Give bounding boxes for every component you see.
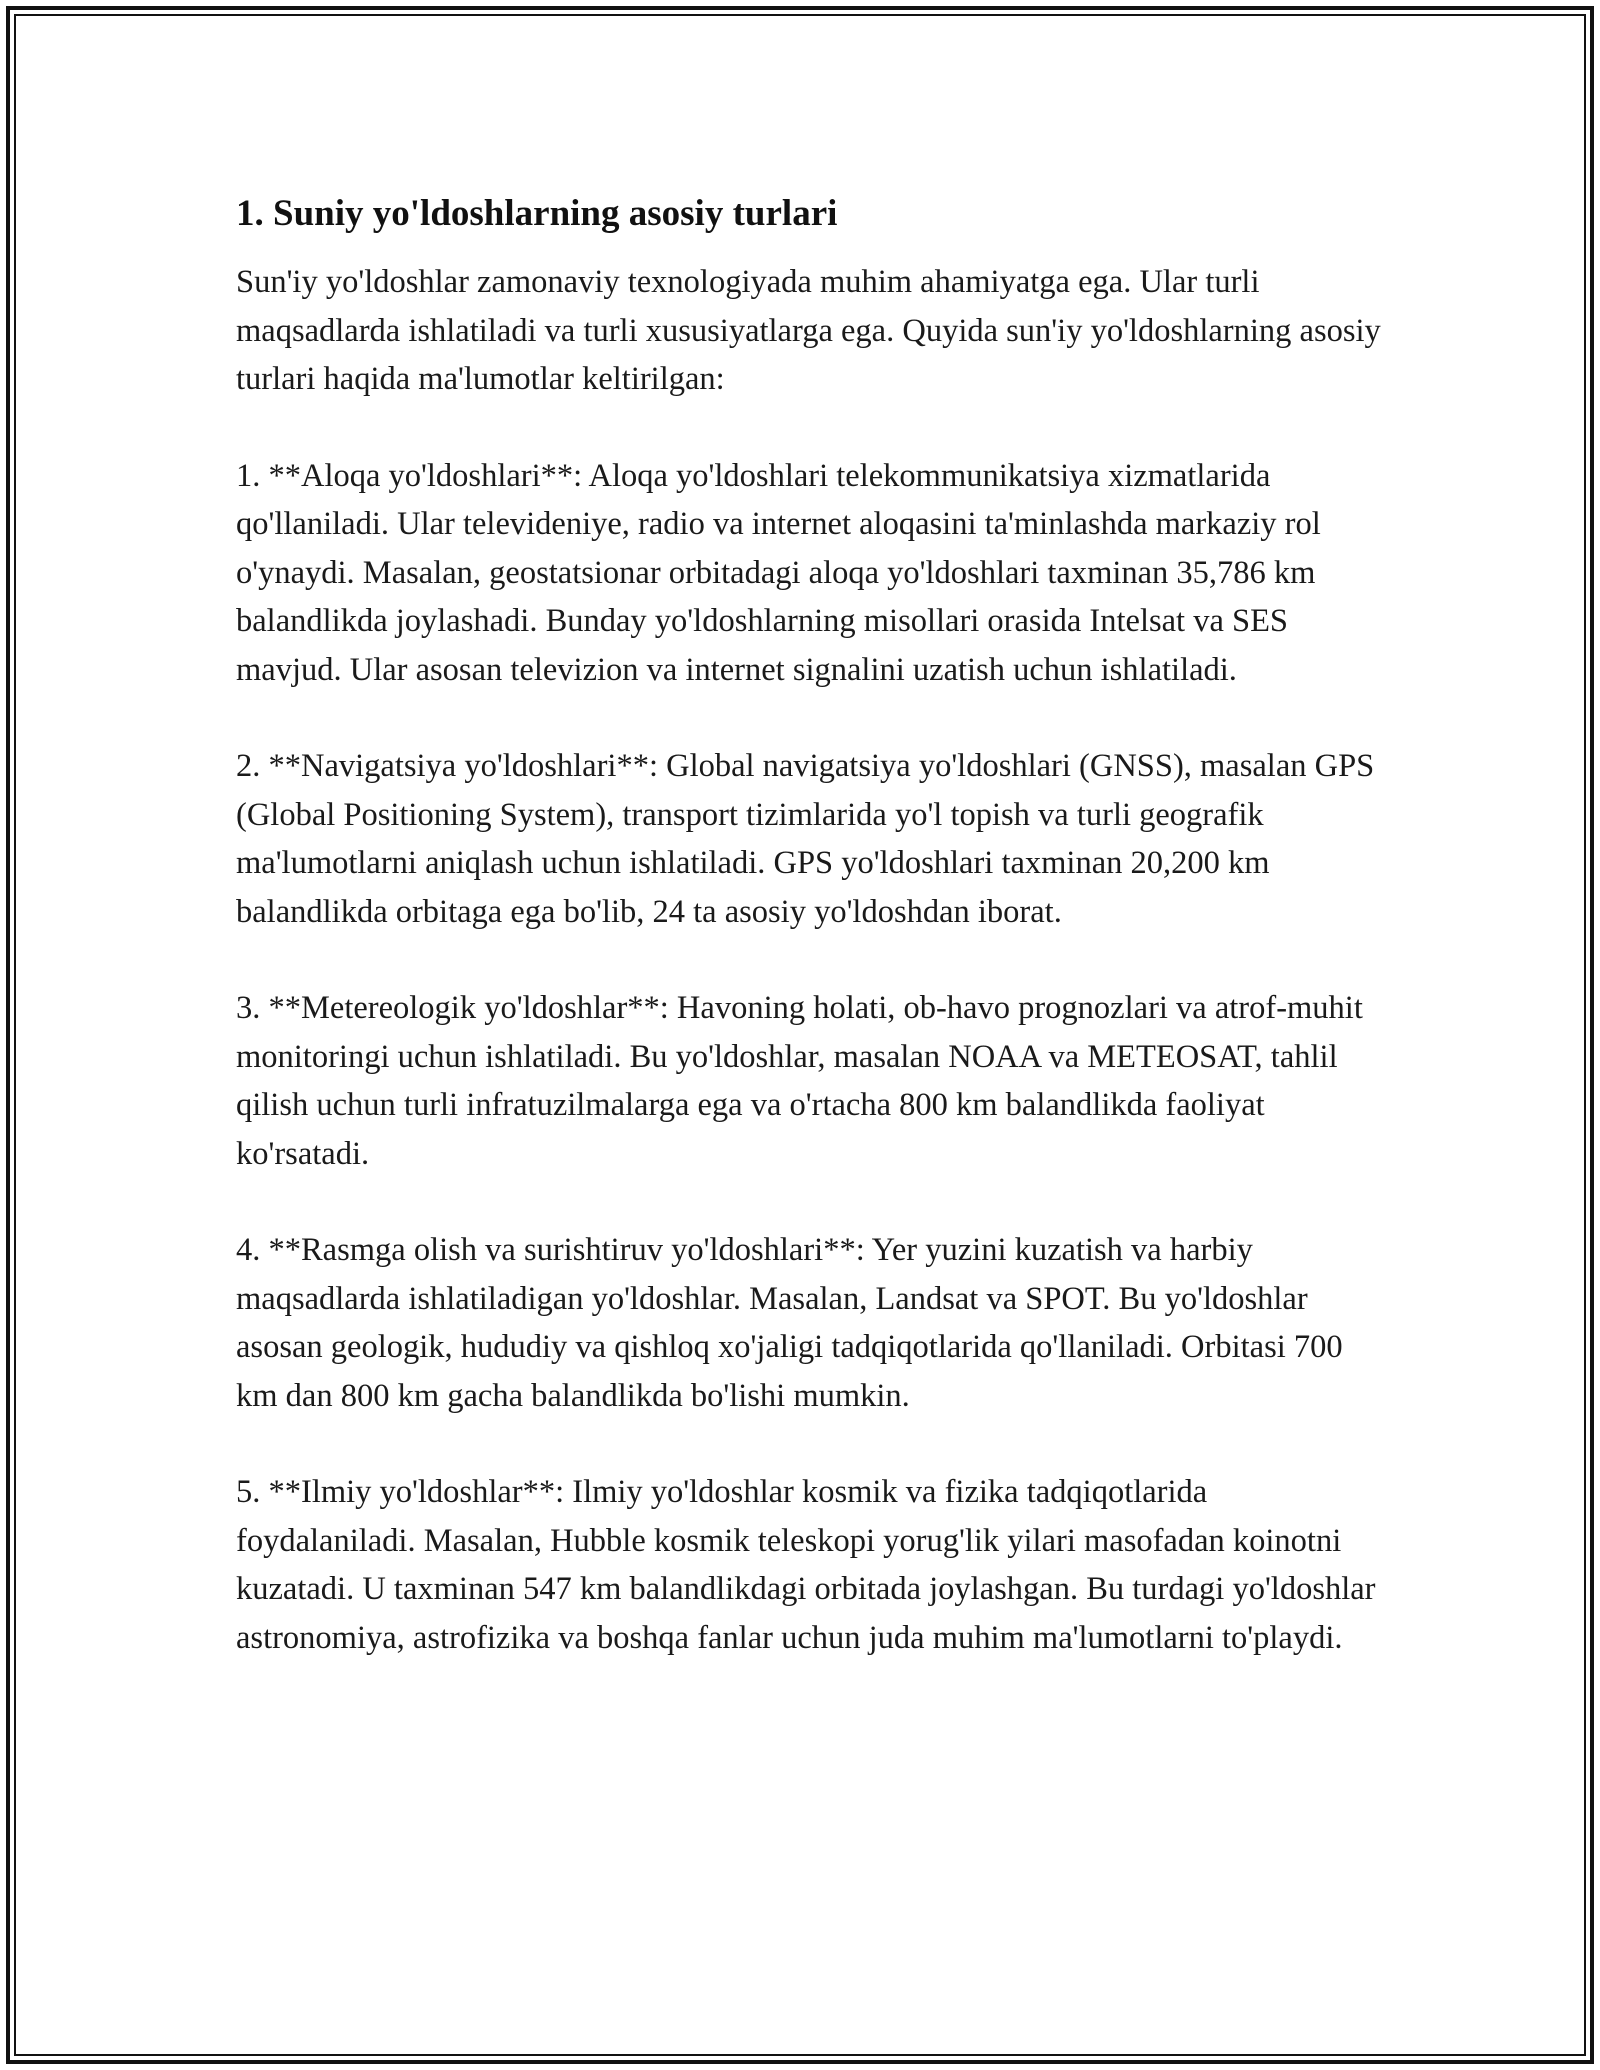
list-item-scientific-satellites: 5. **Ilmiy yo'ldoshlar**: Ilmiy yo'ldoshlar kosmik va fizika tadqiqotlarida foydalaniladi. Masalan, Hubble kosmik teleskopi yorug'lik yilari masofadan koinotni kuzatadi. U taxminan 547 km balandlikdagi orbitada joylashgan. Bu turdagi yo'ldoshlar astronomiya, astrofizika va boshqa fanlar uchun juda muhim ma'lumotlarni to'playdi. — [236, 1474, 1376, 1656]
intro-paragraph: Sun'iy yo'ldoshlar zamonaviy texnologiyada muhim ahamiyatga ega. Ular turli maqsadlarda ishlatiladi va turli xususiyatlarga ega. Quyida sun'iy yo'ldoshlarning asosiy turlari haqida ma'lumotlar keltirilgan: — [236, 264, 1381, 397]
list-item-meteorological-satellites: 3. **Metereologik yo'ldoshlar**: Havoning holati, ob-havo prognozlari va atrof-muhit monitoringi uchun ishlatiladi. Bu yo'ldoshlar, masalan NOAA va METEOSAT, tahlil qilish uchun turli infratuzilmalarga ega va o'rtacha 800 km balandlikda faoliyat ko'rsatadi. — [236, 990, 1363, 1172]
list-item-imaging-satellites: 4. **Rasmga olish va surishtiruv yo'ldoshlari**: Yer yuzini kuzatish va harbiy maqsadlarda ishlatiladigan yo'ldoshlar. Masalan, Landsat va SPOT. Bu yo'ldoshlar asosan geologik, hududiy va qishloq xo'jaligi tadqiqotlarida qo'llaniladi. Orbitasi 700 km dan 800 km gacha balandlikda bo'lishi mumkin. — [236, 1232, 1343, 1414]
list-item-communication-satellites: 1. **Aloqa yo'ldoshlari**: Aloqa yo'ldoshlari telekommunikatsiya xizmatlarida qo'llaniladi. Ular televideniye, radio va internet aloqasini ta'minlashda markaziy rol o'ynaydi. Masalan, geostatsionar orbitadagi aloqa yo'ldoshlari taxminan 35,786 km balandlikda joylashadi. Bunday yo'ldoshlarning misollari orasida Intelsat va SES mavjud. Ular asosan televizion va internet signalini uzatish uchun ishlatiladi. — [236, 457, 1321, 688]
list-item-navigation-satellites: 2. **Navigatsiya yo'ldoshlari**: Global navigatsiya yo'ldoshlari (GNSS), masalan GPS (Global Positioning System), transport tizimlarida yo'l topish va turli geografik ma'lumotlarni aniqlash uchun ishlatiladi. GPS yo'ldoshlari taxminan 20,200 km balandlikda orbitaga ega bo'lib, 24 ta asosiy yo'ldoshdan iborat. — [236, 748, 1375, 930]
document-title: 1. Suniy yo'ldoshlarning asosiy turlari — [236, 193, 838, 234]
document-body — [236, 186, 1386, 1662]
